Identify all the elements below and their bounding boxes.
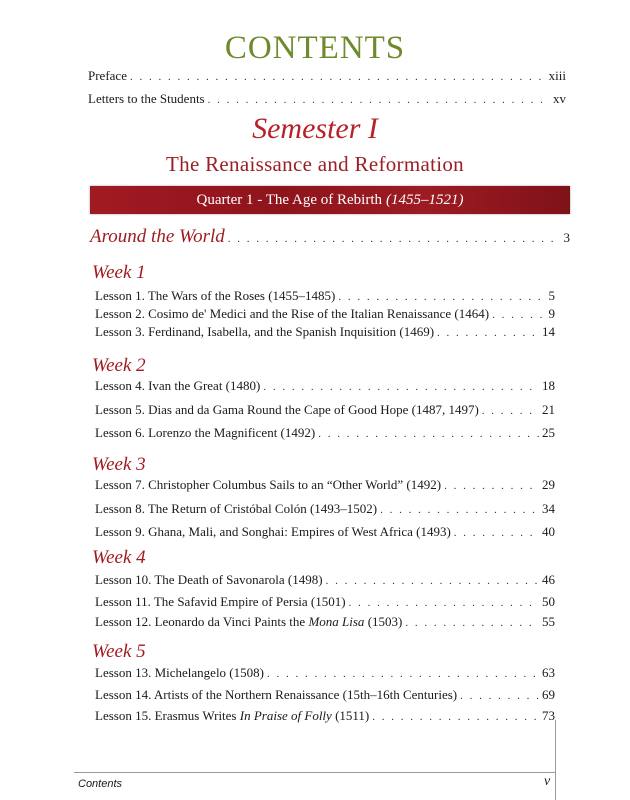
dot-leader [405, 615, 539, 631]
quarter-years: (1455–1521) [386, 191, 464, 208]
toc-entry-lesson[interactable] [95, 572, 555, 589]
toc-entry-label: Lesson 9. Ghana, Mali, and Songhai: Empires of West Africa (1493) [95, 524, 451, 539]
toc-entry-page: 3 [563, 230, 570, 245]
dot-leader [338, 289, 545, 305]
toc-entry-lesson[interactable] [95, 402, 555, 419]
toc-entry-label: Lesson 14. Artists of the Northern Renaissance (15th–16th Centuries) [95, 687, 458, 702]
toc-entry-label: Around the World [90, 226, 225, 247]
toc-entry-lesson[interactable] [95, 665, 555, 682]
toc-entry-page: 69 [542, 687, 555, 702]
dot-leader [437, 325, 539, 341]
dot-leader [130, 69, 546, 85]
toc-entry-label-italic: In Praise of Folly [239, 708, 332, 723]
toc-entry-label: Lesson 8. The Return of Cristóbal Colón (1493–1502) [95, 501, 378, 516]
toc-entry-label: Lesson 6. Lorenzo the Magnificent (1492) [95, 425, 316, 440]
week-heading: Week 2 [92, 355, 146, 376]
quarter-label: Quarter 1 - The Age of Rebirth [196, 191, 382, 208]
toc-entry-label: Lesson 3. Ferdinand, Isabella, and the Spanish Inquisition (1469) [95, 324, 435, 339]
dot-leader [228, 233, 561, 245]
footer-page-number: v [544, 774, 551, 789]
page-title: CONTENTS [224, 30, 406, 66]
week-heading: Week 3 [92, 454, 146, 475]
footer-vertical-rule [555, 720, 556, 800]
semester-subtitle: The Renaissance and Reformation [166, 152, 464, 176]
toc-entry-lesson[interactable] [95, 614, 555, 631]
toc-entry-label-part: Lesson 15. Erasmus Writes [95, 708, 240, 723]
toc-entry-page: 29 [542, 477, 555, 492]
toc-entry-page: xiii [548, 68, 566, 83]
footer-rule [74, 772, 556, 773]
toc-entry-lesson[interactable] [95, 324, 555, 341]
toc-entry-lesson[interactable] [95, 425, 555, 442]
toc-entry-lesson[interactable] [95, 306, 555, 323]
dot-leader [267, 666, 539, 682]
toc-entry-label [95, 708, 369, 724]
toc-entry-label: Lesson 10. The Death of Savonarola (1498) [95, 572, 323, 587]
dot-leader [492, 307, 545, 323]
toc-entry-lesson[interactable] [95, 477, 555, 494]
dot-leader [349, 595, 539, 611]
toc-entry-label-part: Lesson 12. Leonardo da Vinci Paints the [95, 614, 309, 629]
toc-entry-page: 40 [542, 524, 555, 539]
toc-entry-lesson[interactable] [95, 501, 555, 518]
toc-entry-label: Letters to the Students [88, 91, 205, 106]
semester-heading: Semester I [252, 112, 378, 145]
dot-leader [482, 403, 539, 419]
toc-entry-label: Lesson 7. Christopher Columbus Sails to an “Other World” (1492) [95, 477, 442, 492]
toc-entry-label: Lesson 4. Ivan the Great (1480) [95, 378, 261, 393]
dot-leader [208, 92, 550, 108]
quarter-banner [90, 186, 570, 214]
dot-leader [372, 709, 539, 725]
week-heading: Week 1 [92, 262, 146, 283]
toc-entry-page: 46 [542, 572, 555, 587]
toc-entry-label: Lesson 2. Cosimo de' Medici and the Rise of the Italian Renaissance (1464) [95, 306, 490, 321]
toc-entry-page: 55 [542, 614, 555, 629]
toc-entry-label: Lesson 5. Dias and da Gama Round the Cape of Good Hope (1487, 1497) [95, 402, 479, 417]
toc-entry-lesson[interactable] [95, 524, 555, 541]
toc-entry-around-the-world[interactable] [90, 226, 570, 248]
dot-leader [326, 573, 539, 589]
toc-entry-label: Lesson 13. Michelangelo (1508) [95, 665, 264, 680]
toc-entry-page: 21 [542, 402, 555, 417]
toc-entry-preface[interactable] [88, 68, 566, 85]
toc-entry-page: 63 [542, 665, 555, 680]
dot-leader [380, 502, 539, 518]
toc-entry-letters[interactable] [88, 91, 566, 108]
toc-entry-page: 25 [542, 425, 555, 440]
toc-entry-page: 50 [542, 594, 555, 609]
toc-entry-label: Lesson 11. The Safavid Empire of Persia (1501) [95, 594, 346, 609]
toc-entry-lesson[interactable] [95, 378, 555, 395]
toc-entry-lesson[interactable] [95, 594, 555, 611]
dot-leader [263, 379, 539, 395]
toc-entry-page: 18 [542, 378, 555, 393]
toc-entry-label: Lesson 1. The Wars of the Roses (1455–1485) [95, 288, 336, 303]
toc-entry-label-part: (1503) [364, 614, 403, 629]
toc-entry-label: Preface [88, 68, 127, 83]
footer-section-name: Contents [78, 778, 123, 790]
week-heading: Week 5 [92, 641, 146, 662]
toc-entry-lesson[interactable] [95, 288, 555, 305]
dot-leader [460, 688, 539, 704]
toc-entry-lesson[interactable] [95, 708, 555, 725]
dot-leader [318, 426, 539, 442]
toc-entry-label [95, 614, 402, 630]
toc-entry-label-italic: Mona Lisa [308, 614, 365, 629]
toc-entry-page: xv [553, 91, 566, 106]
toc-entry-page: 9 [548, 306, 555, 321]
week-heading: Week 4 [92, 547, 146, 568]
toc-entry-page: 14 [542, 324, 555, 339]
toc-entry-page: 34 [542, 501, 555, 516]
toc-entry-lesson[interactable] [95, 687, 555, 704]
dot-leader [454, 525, 539, 541]
dot-leader [444, 478, 539, 494]
toc-entry-label-part: (1511) [331, 708, 370, 723]
toc-entry-page: 73 [542, 708, 555, 723]
toc-entry-page: 5 [548, 288, 555, 303]
